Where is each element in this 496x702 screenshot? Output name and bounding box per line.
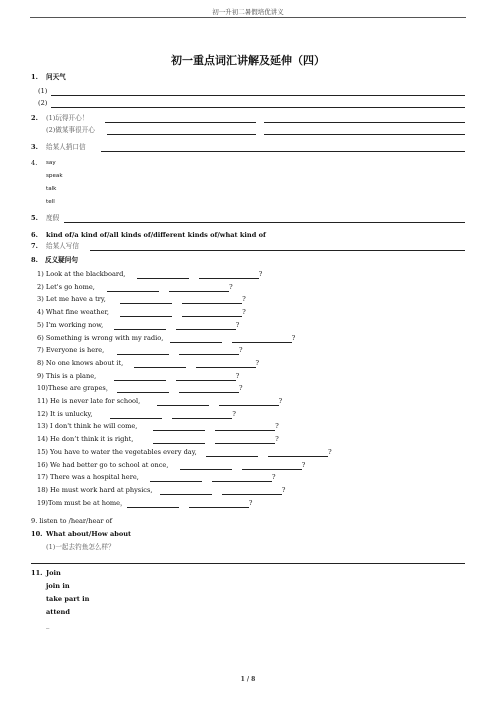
page-header: 初一升初二暑假培优讲义 [212, 8, 284, 16]
answer-blank[interactable] [157, 405, 209, 406]
answer-blank[interactable] [242, 469, 302, 470]
question-mark: ? [232, 409, 236, 418]
answer-blank[interactable] [153, 430, 205, 431]
word-talk: talk [46, 186, 57, 192]
word-attend: attend [46, 608, 70, 616]
answer-blank[interactable] [153, 443, 205, 444]
tag-question-text: 6) Something is wrong with my radio, [37, 333, 164, 342]
question-mark: ? [278, 397, 283, 405]
section-9-label: 9. listen to /hear/hear of [31, 517, 113, 525]
tag-question-text: 9) This is a plane, [37, 371, 97, 380]
answer-blank[interactable] [114, 329, 166, 330]
answer-blank[interactable] [212, 481, 272, 482]
answer-blank[interactable] [107, 291, 159, 292]
question-mark: ? [301, 460, 306, 469]
tag-question-text: 1) Look at the blackboard, [37, 270, 126, 278]
answer-blank[interactable] [219, 405, 279, 406]
tag-question-text: 13) I don't think he will come, [37, 422, 138, 431]
section-8-label: 反义疑问句 [45, 256, 78, 264]
answer-blank[interactable] [215, 443, 275, 444]
question-mark: ? [242, 308, 246, 317]
answer-blank[interactable] [180, 469, 232, 470]
answer-blank[interactable] [120, 316, 172, 317]
section-1-sub1: (1) [38, 87, 48, 95]
section-6-label: kind of/a kind of/all kinds of/different kinds of/what kind of [46, 231, 266, 239]
answer-line [51, 95, 465, 96]
answer-line [264, 122, 465, 123]
section-7-number: 7. [31, 242, 38, 250]
answer-blank[interactable] [222, 494, 282, 495]
tag-question-text: 19)Tom must be at home， [37, 498, 127, 507]
answer-blank[interactable] [117, 392, 169, 393]
page-number: 1 / 8 [240, 676, 256, 683]
section-1-label: 问天气 [46, 73, 66, 81]
answer-line [64, 222, 465, 223]
tag-question-text: 11) He is never late for school, [37, 397, 141, 405]
answer-blank[interactable] [150, 481, 202, 482]
answer-line [31, 563, 465, 564]
answer-blank[interactable] [137, 278, 189, 279]
section-7-label: 给某人写信 [46, 242, 79, 250]
section-3-number: 3. [31, 143, 38, 151]
tag-question-text: 17) There was a hospital here, [37, 473, 139, 482]
question-mark: ? [275, 422, 279, 431]
tag-question-text: 5) I'm working now, [37, 320, 104, 329]
answer-blank[interactable] [268, 456, 328, 457]
answer-line [90, 250, 465, 251]
section-5-number: 5. [31, 214, 38, 222]
question-mark: ? [235, 320, 240, 329]
answer-blank[interactable] [134, 367, 186, 368]
word-tell: tell [46, 199, 55, 205]
trailing-dash: _ [46, 621, 50, 629]
answer-blank[interactable] [114, 380, 166, 381]
question-mark: ? [255, 358, 260, 367]
answer-blank[interactable] [110, 418, 162, 419]
answer-line [264, 134, 465, 135]
answer-blank[interactable] [232, 342, 292, 343]
tag-question-text: 2) Let's go home, [37, 282, 95, 291]
answer-line [101, 151, 465, 152]
answer-blank[interactable] [196, 367, 256, 368]
tag-question-text: 16) We had better go to school at once, [37, 460, 169, 469]
answer-blank[interactable] [206, 456, 258, 457]
section-10-number: 10. [31, 530, 43, 538]
question-mark: ? [272, 473, 276, 482]
answer-blank[interactable] [170, 342, 222, 343]
section-2-number: 2. [31, 114, 38, 122]
tag-question-text: 15) You have to water the vegetables every day, [37, 447, 197, 456]
answer-blank[interactable] [199, 278, 259, 279]
tag-question-text: 12) It is unlucky, [37, 409, 93, 418]
section-6-number: 6. [31, 231, 38, 239]
header-rule [30, 17, 466, 18]
answer-blank[interactable] [176, 329, 236, 330]
section-8-number: 8. [31, 256, 38, 264]
question-mark: ? [229, 282, 233, 291]
answer-blank[interactable] [182, 316, 242, 317]
question-mark: ? [281, 485, 286, 494]
answer-blank[interactable] [179, 354, 239, 355]
tag-question-text: 10)These are grapes， [37, 384, 113, 393]
answer-blank[interactable] [169, 291, 229, 292]
section-4-number: 4. [31, 159, 38, 167]
question-mark: ? [239, 346, 243, 355]
tag-question-text: 4) What fine weather, [37, 308, 110, 317]
question-mark: ? [235, 371, 240, 380]
tag-question-text: 8) No one knows about it, [37, 358, 124, 367]
question-mark: ? [248, 498, 253, 507]
question-mark: ? [291, 333, 296, 342]
section-1-number: 1. [31, 73, 38, 81]
section-10-sub: (1)一起去钓鱼怎么样？ [46, 543, 115, 551]
tag-question-text: 3) Let me have a try, [37, 295, 106, 304]
word-say: say [46, 160, 56, 166]
section-2-sub1: (1)玩得开心！ [46, 114, 89, 122]
answer-line [107, 134, 256, 135]
tag-question-text: 14) He don’t think it is right, [37, 435, 134, 444]
answer-blank[interactable] [182, 303, 242, 304]
answer-blank[interactable] [215, 430, 275, 431]
answer-blank[interactable] [160, 494, 212, 495]
tag-question-text: 7) Everyone is here, [37, 346, 105, 355]
section-3-label: 给某人捎口信 [46, 143, 86, 151]
answer-blank[interactable] [127, 507, 179, 508]
answer-blank[interactable] [120, 303, 172, 304]
word-join: Join [46, 569, 61, 577]
section-11-number: 11. [31, 569, 43, 577]
word-speak: speak [46, 173, 63, 179]
tag-question-text: 18) He must work hard at physics, [37, 485, 153, 494]
page-title: 初一重点词汇讲解及延伸（四） [171, 54, 325, 67]
word-join-in: join in [46, 582, 70, 590]
word-take-part-in: take part in [46, 595, 90, 603]
question-mark: ? [242, 295, 246, 304]
answer-line [51, 107, 465, 108]
section-10-label: What about/How about [46, 530, 132, 538]
question-mark: ? [258, 270, 263, 278]
question-mark: ? [275, 435, 279, 444]
answer-blank[interactable] [179, 392, 239, 393]
answer-blank[interactable] [189, 507, 249, 508]
answer-line [105, 122, 256, 123]
answer-blank[interactable] [172, 418, 232, 419]
answer-blank[interactable] [176, 380, 236, 381]
answer-blank[interactable] [117, 354, 169, 355]
section-2-sub2: (2)做某事很开心 [46, 126, 95, 134]
question-mark: ? [328, 447, 332, 456]
section-1-sub2: (2) [38, 99, 48, 107]
section-5-label: 度假 [46, 214, 60, 222]
question-mark: ? [239, 384, 243, 393]
